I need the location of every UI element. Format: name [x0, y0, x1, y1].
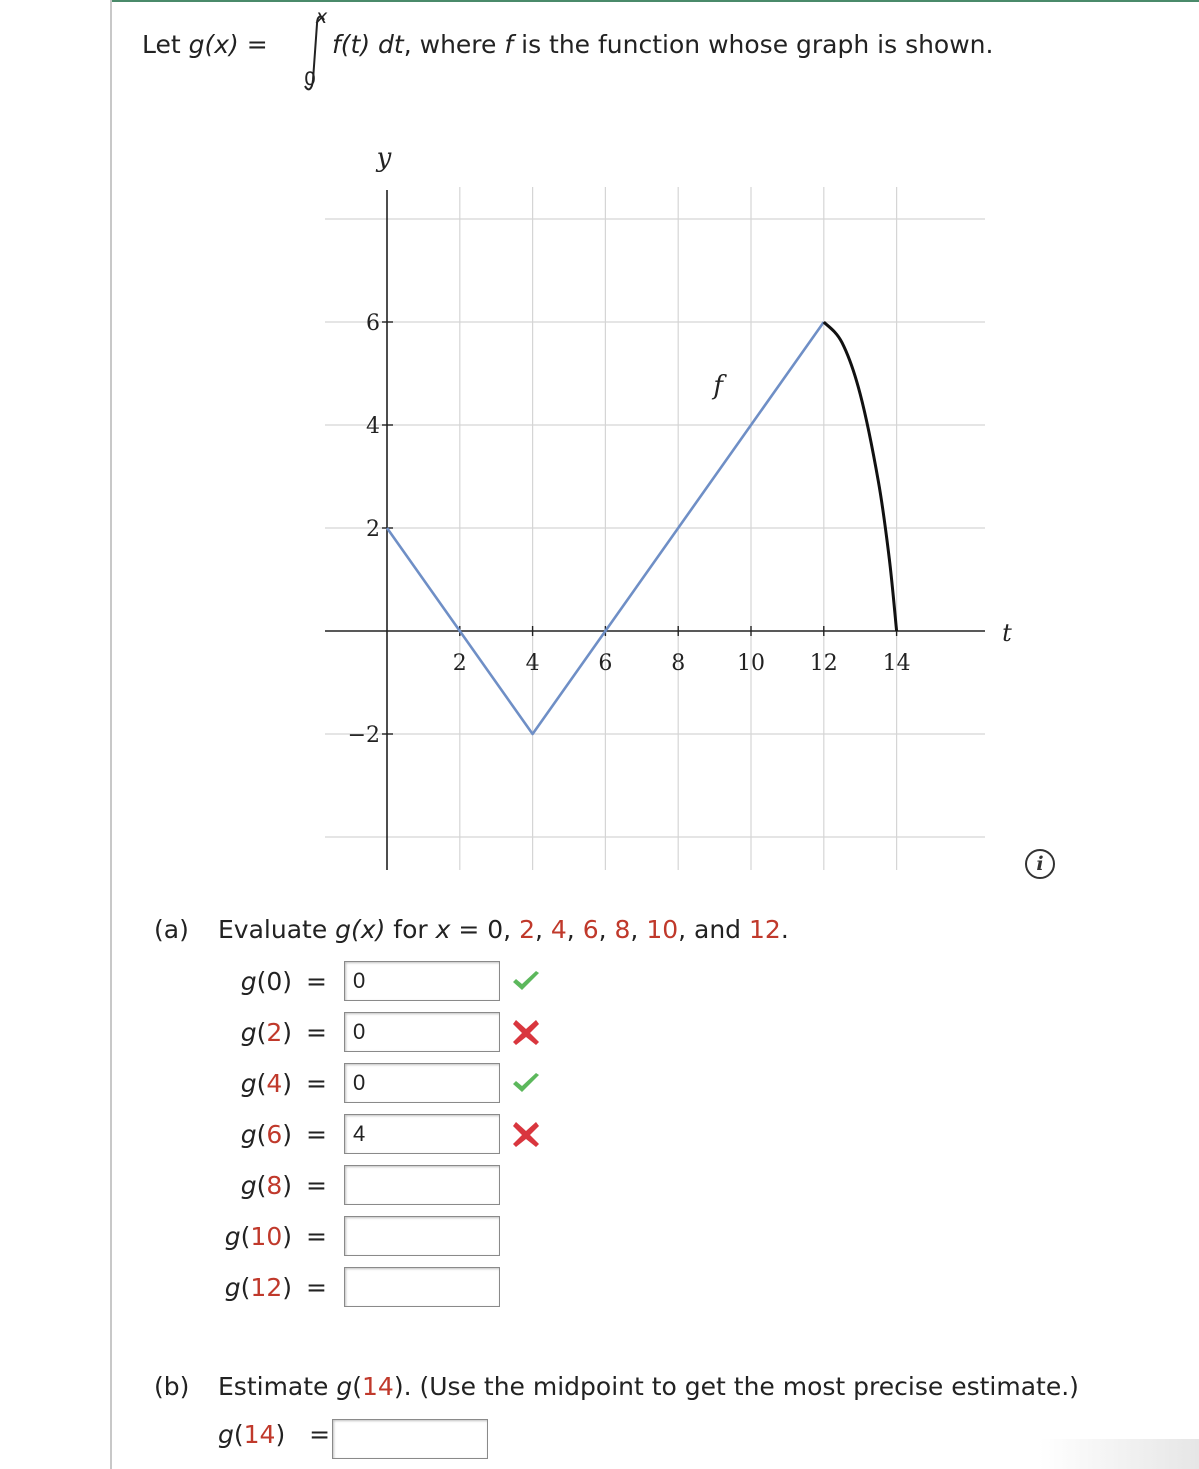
y-tick-label: 4 — [366, 414, 380, 439]
evaluation-point: 10 — [646, 915, 679, 944]
answer-row-g12 — [0, 1267, 560, 1307]
evaluation-point: 0 — [487, 915, 504, 944]
x-tick-label: 12 — [809, 651, 838, 676]
answer-label-g2: g(2) — [240, 1018, 292, 1047]
answer-label-g6: g(6) — [240, 1120, 292, 1149]
g14-answer-input[interactable] — [332, 1419, 488, 1459]
value-separator: , — [598, 915, 615, 944]
part-b-text: Estimate — [218, 1372, 337, 1401]
answer-label-g4: g(4) — [240, 1069, 292, 1098]
x-axis-label: t — [1002, 619, 1012, 647]
part-a-text: Evaluate — [218, 915, 336, 944]
cross-icon — [510, 1016, 542, 1048]
x-tick-label: 8 — [671, 651, 686, 676]
g4-answer-input[interactable] — [344, 1063, 500, 1103]
x-tick-label: 10 — [737, 651, 765, 676]
checkmark-icon — [510, 965, 542, 997]
part-a-equals: = — [450, 915, 488, 944]
value-separator: , — [503, 915, 520, 944]
g8-answer-input[interactable] — [344, 1165, 500, 1205]
part-b-label: (b) — [154, 1372, 190, 1401]
part-b-text-after: . (Use the midpoint to get the most precise estimate.) — [403, 1372, 1079, 1401]
y-axis-label: y — [376, 143, 392, 173]
answer-row-g4 — [0, 1063, 560, 1103]
g0-answer-input[interactable] — [344, 961, 500, 1001]
series-f-curve — [824, 322, 897, 631]
checkmark-icon — [510, 1067, 542, 1099]
integral-upper-limit: x — [316, 6, 328, 28]
equals-sign: = — [306, 1120, 327, 1149]
y-tick-label: −2 — [347, 723, 380, 748]
answer-row-g10 — [0, 1216, 560, 1256]
question-suffix: , where — [403, 30, 505, 59]
part-a-g-of-x: g(x) — [335, 915, 386, 944]
g10-answer-input[interactable] — [344, 1216, 500, 1256]
part-b-equals: = — [309, 1420, 331, 1449]
answer-row-g6 — [0, 1114, 560, 1154]
g2-answer-input[interactable] — [344, 1012, 500, 1052]
info-icon[interactable]: i — [1025, 849, 1055, 879]
g6-answer-input[interactable] — [344, 1114, 500, 1154]
equals-sign: = — [306, 1273, 327, 1302]
question-f-name: f — [504, 30, 514, 59]
answer-row-g8 — [0, 1165, 560, 1205]
evaluation-point: 6 — [582, 915, 599, 944]
integral-lower-limit: 0 — [304, 68, 317, 90]
equals-sign: = — [306, 1069, 327, 1098]
evaluation-point: 4 — [550, 915, 567, 944]
x-tick-label: 14 — [882, 651, 911, 676]
series-label-f: f — [713, 371, 724, 402]
evaluation-point: 2 — [519, 915, 535, 944]
value-separator: , — [566, 915, 583, 944]
equals-sign: = — [306, 1018, 327, 1047]
x-tick-label: 4 — [525, 651, 540, 676]
question-equals: = — [238, 30, 268, 59]
cross-icon — [510, 1118, 542, 1150]
value-period: . — [780, 915, 789, 944]
equals-sign: = — [306, 1171, 327, 1200]
g12-answer-input[interactable] — [344, 1267, 500, 1307]
part-b-arg: 14 — [362, 1372, 394, 1401]
question-g-of-x: g(x) — [188, 30, 239, 59]
part-b-answer-label: g(14) = — [218, 1420, 331, 1449]
part-b-g: g — [336, 1372, 353, 1401]
value-separator: , — [630, 915, 647, 944]
answer-row-g2 — [0, 1012, 560, 1052]
part-b-heading: (b) Estimate g(14). (Use the midpoint to get the most precise estimate.) — [154, 1372, 1079, 1401]
y-tick-label: 2 — [366, 517, 380, 542]
answer-label-g10: g(10) — [224, 1222, 292, 1251]
equals-sign: = — [306, 967, 327, 996]
bottom-shadow — [1039, 1439, 1199, 1469]
answer-label-g12: g(12) — [224, 1273, 292, 1302]
answer-label-g0: g(0) — [240, 967, 292, 996]
answer-row-g0 — [0, 961, 560, 1001]
evaluation-point: 8 — [614, 915, 631, 944]
integrand: f(t) dt — [332, 30, 404, 59]
evaluation-point: 12 — [749, 915, 781, 944]
part-a-for: for — [385, 915, 436, 944]
part-a-label: (a) — [154, 915, 189, 944]
value-separator: , — [534, 915, 551, 944]
value-separator: , and — [678, 915, 749, 944]
part-a-x-var: x — [435, 915, 451, 944]
equals-sign: = — [306, 1222, 327, 1251]
y-tick-label: 6 — [366, 311, 380, 336]
part-b-answer-g: g — [218, 1420, 234, 1449]
x-tick-label: 6 — [598, 651, 613, 676]
part-b-answer-arg: 14 — [243, 1420, 276, 1449]
question-prefix: Let — [142, 30, 189, 59]
part-a-heading — [154, 915, 789, 944]
question-suffix2: is the function whose graph is shown. — [513, 30, 994, 59]
x-tick-label: 2 — [452, 651, 467, 676]
part-a-values — [487, 915, 789, 944]
answer-label-g8: g(8) — [240, 1171, 292, 1200]
